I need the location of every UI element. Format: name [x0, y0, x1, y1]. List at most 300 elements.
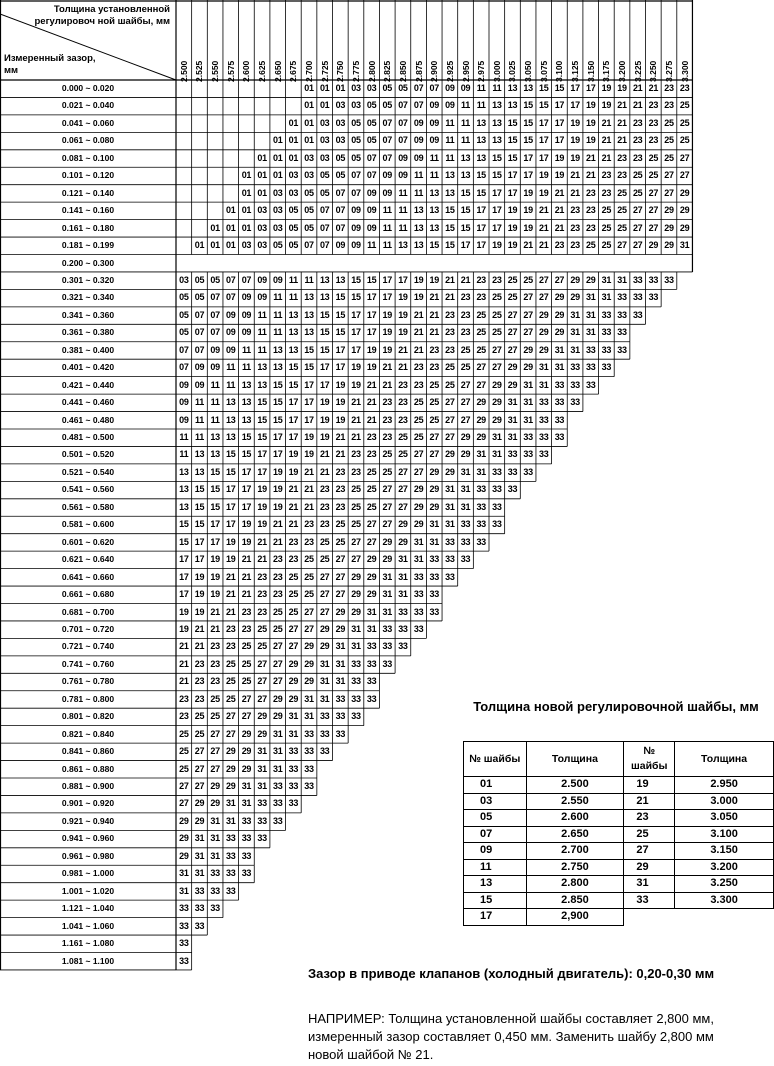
shim-number-cell: 27	[429, 449, 439, 460]
shim-number-cell: 23	[382, 432, 392, 442]
legend-shim-thickness: 2.550	[526, 793, 624, 810]
shim-number-cell: 29	[194, 798, 205, 809]
shim-number-cell: 21	[241, 571, 252, 582]
shim-number-cell: 23	[194, 658, 205, 669]
shim-number-cell: 11	[461, 100, 470, 111]
shim-number-cell: 33	[319, 711, 330, 722]
column-header: 2.575	[225, 60, 236, 82]
shim-number-cell: 03	[366, 83, 377, 93]
shim-number-cell: 19	[194, 571, 205, 582]
shim-number-cell: 33	[570, 362, 580, 373]
shim-number-cell: 23	[601, 187, 612, 198]
shim-number-cell: 03	[257, 222, 267, 233]
shim-number-cell: 27	[382, 501, 392, 512]
legend-shim-thickness: 2.500	[526, 777, 624, 794]
shim-number-cell: 09	[226, 327, 236, 338]
shim-number-cell: 21	[226, 589, 236, 600]
shim-number-cell: 09	[429, 100, 439, 111]
shim-number-cell: 01	[226, 222, 236, 233]
shim-number-cell: 33	[554, 432, 565, 442]
shim-number-cell: 21	[586, 152, 596, 163]
shim-number-cell: 25	[492, 309, 502, 320]
shim-number-cell: 25	[288, 606, 299, 617]
legend-col-no: № шайбы	[464, 742, 527, 777]
shim-number-cell: 29	[539, 344, 549, 355]
row-gap-label: 0.101 ~ 0.120	[61, 170, 115, 181]
shim-number-cell: 13	[476, 135, 486, 146]
shim-number-cell: 09	[257, 274, 267, 285]
shim-number-cell: 31	[194, 833, 205, 844]
shim-number-cell: 23	[257, 589, 267, 600]
shim-number-cell: 07	[413, 100, 424, 111]
shim-number-cell: 13	[241, 397, 252, 408]
shim-number-cell: 33	[445, 536, 455, 547]
shim-number-cell: 27	[648, 205, 659, 216]
shim-number-cell: 11	[195, 432, 204, 442]
shim-number-cell: 19	[366, 362, 377, 373]
shim-number-cell: 13	[304, 292, 314, 303]
shim-number-cell: 29	[319, 641, 330, 652]
shim-number-cell: 27	[210, 746, 220, 757]
shim-number-cell: 15	[445, 205, 455, 216]
shim-number-cell: 33	[523, 449, 533, 460]
shim-number-cell: 25	[273, 623, 283, 634]
shim-number-cell: 31	[570, 327, 580, 338]
shim-number-cell: 29	[554, 327, 565, 338]
shim-number-cell: 19	[617, 83, 627, 93]
shim-number-cell: 11	[414, 170, 424, 181]
shim-number-cell: 31	[398, 589, 408, 600]
shim-number-cell: 31	[413, 536, 424, 547]
shim-number-cell: 33	[617, 292, 627, 303]
shim-number-cell: 11	[179, 432, 189, 442]
shim-number-cell: 19	[257, 484, 267, 495]
shim-number-cell: 29	[304, 658, 314, 669]
shim-number-cell: 31	[539, 379, 549, 390]
shim-number-cell: 25	[632, 170, 643, 181]
shim-number-cell: 19	[210, 589, 220, 600]
shim-number-cell: 29	[539, 327, 549, 338]
installed-thickness-heading: Толщина установленной регулировоч ной шайбы, мм	[34, 4, 170, 27]
shim-number-cell: 33	[523, 432, 533, 442]
shim-number-cell: 07	[194, 309, 205, 320]
shim-number-cell: 11	[210, 397, 220, 408]
shim-number-cell: 15	[210, 484, 220, 495]
shim-number-cell: 01	[226, 240, 236, 251]
shim-number-cell: 17	[570, 83, 580, 93]
shim-number-cell: 27	[210, 728, 220, 739]
shim-number-cell: 23	[413, 379, 424, 390]
shim-number-cell: 07	[226, 292, 236, 303]
shim-number-cell: 33	[632, 274, 643, 285]
shim-number-cell: 15	[241, 449, 252, 460]
shim-number-cell: 15	[210, 466, 220, 477]
shim-number-cell: 17	[210, 519, 220, 530]
shim-number-cell: 19	[413, 292, 424, 303]
shim-number-cell: 09	[335, 240, 346, 251]
shim-number-cell: 19	[210, 554, 220, 565]
shim-number-cell: 09	[210, 362, 220, 373]
shim-number-cell: 15	[492, 170, 502, 181]
shim-number-cell: 29	[679, 205, 690, 216]
column-header: 2.725	[319, 60, 330, 82]
shim-number-cell: 21	[601, 117, 612, 128]
shim-number-cell: 15	[445, 222, 455, 233]
shim-number-cell: 29	[273, 693, 283, 704]
legend-header-row	[464, 742, 774, 777]
shim-number-cell: 17	[476, 240, 486, 251]
shim-number-cell: 03	[179, 274, 189, 285]
legend-row	[464, 892, 774, 909]
shim-number-cell: 25	[351, 501, 361, 512]
shim-number-cell: 15	[523, 100, 533, 111]
shim-number-cell: 27	[632, 240, 643, 251]
shim-number-cell: 07	[210, 292, 220, 303]
shim-number-cell: 29	[664, 205, 674, 216]
shim-number-cell: 31	[335, 641, 346, 652]
shim-number-cell: 31	[351, 623, 361, 634]
shim-number-cell: 29	[226, 763, 236, 774]
shim-number-cell: 11	[304, 274, 314, 285]
column-header: 3.025	[507, 60, 518, 82]
shim-number-cell: 27	[366, 536, 377, 547]
shim-number-cell: 25	[335, 519, 346, 530]
shim-number-cell: 21	[288, 519, 299, 530]
example-note: НАПРИМЕР: Толщина установленной шайбы составляет 2,800 мм, измеренный зазор составляет 0,450 мм. Заменить шайбу 2,800 мм новой шайбой № 21.	[308, 1011, 714, 1062]
shim-number-cell: 13	[194, 449, 205, 460]
shim-number-cell: 33	[304, 781, 314, 791]
column-header: 3.300	[679, 60, 690, 82]
shim-number-cell: 03	[288, 187, 299, 198]
shim-number-cell: 17	[507, 170, 518, 181]
shim-number-cell: 19	[586, 117, 596, 128]
shim-number-cell: 07	[335, 187, 346, 198]
shim-number-cell: 31	[523, 414, 533, 425]
shim-number-cell: 25	[210, 693, 220, 704]
row-gap-label: 0.401 ~ 0.420	[61, 362, 115, 373]
shim-number-cell: 21	[445, 292, 455, 303]
shim-number-cell: 33	[507, 466, 518, 477]
shim-number-cell: 21	[335, 432, 346, 442]
shim-number-cell: 23	[632, 152, 643, 163]
shim-number-cell: 21	[366, 414, 377, 425]
shim-number-cell: 23	[288, 536, 299, 547]
shim-number-cell: 25	[507, 292, 518, 303]
shim-number-cell: 19	[241, 519, 252, 530]
shim-number-cell: 33	[257, 833, 267, 844]
shim-number-cell: 19	[586, 100, 596, 111]
shim-number-cell: 05	[335, 170, 346, 181]
shim-number-cell: 13	[413, 240, 424, 251]
shim-number-cell: 17	[382, 274, 392, 285]
shim-number-cell: 31	[429, 519, 439, 530]
shim-number-cell: 31	[523, 379, 533, 390]
shim-number-cell: 27	[210, 763, 220, 774]
shim-number-cell: 23	[570, 240, 580, 251]
shim-number-cell: 01	[335, 83, 346, 93]
shim-number-cell: 19	[319, 432, 330, 442]
shim-number-cell: 29	[366, 589, 377, 600]
shim-number-cell: 27	[413, 449, 424, 460]
shim-number-cell: 23	[648, 135, 659, 146]
shim-number-cell: 13	[179, 466, 189, 477]
shim-number-cell: 21	[335, 449, 346, 460]
shim-number-cell: 31	[460, 484, 471, 495]
shim-number-cell: 23	[226, 623, 236, 634]
legend-shim-number: 01	[464, 777, 527, 794]
shim-number-cell: 11	[476, 100, 486, 111]
shim-number-cell: 07	[413, 83, 424, 93]
shim-number-cell: 21	[273, 536, 283, 547]
shim-number-cell: 23	[335, 501, 346, 512]
legend-row	[464, 793, 774, 810]
shim-number-cell: 19	[226, 554, 236, 565]
shim-number-cell: 01	[273, 152, 283, 163]
shim-number-cell: 33	[601, 344, 612, 355]
shim-number-cell: 09	[429, 135, 439, 146]
shim-number-cell: 21	[179, 641, 189, 652]
shim-number-cell: 31	[586, 309, 596, 320]
shim-number-cell: 29	[241, 746, 252, 757]
shim-number-cell: 19	[273, 484, 283, 495]
shim-number-cell: 33	[617, 327, 627, 338]
shim-number-cell: 07	[429, 83, 439, 93]
shim-number-cell: 19	[413, 274, 424, 285]
shim-number-cell: 09	[366, 222, 377, 233]
shim-number-cell: 21	[539, 240, 549, 251]
shim-number-cell: 23	[194, 693, 205, 704]
shim-number-cell: 15	[257, 414, 267, 425]
shim-number-cell: 13	[492, 117, 502, 128]
shim-number-cell: 27	[492, 362, 502, 373]
shim-number-cell: 07	[194, 344, 205, 355]
shim-number-cell: 25	[601, 240, 612, 251]
shim-number-cell: 01	[194, 240, 205, 251]
shim-number-cell: 25	[241, 676, 252, 687]
shim-number-cell: 33	[179, 938, 189, 949]
shim-number-cell: 09	[179, 414, 189, 425]
shim-number-cell: 21	[460, 274, 471, 285]
shim-number-cell: 29	[351, 571, 361, 582]
shim-number-cell: 21	[226, 571, 236, 582]
shim-number-cell: 19	[382, 309, 392, 320]
shim-number-cell: 13	[179, 501, 189, 512]
row-gap-label: 0.021 ~ 0.040	[61, 100, 115, 111]
shim-number-cell: 25	[617, 205, 627, 216]
shim-number-cell: 19	[304, 432, 314, 442]
shim-number-cell: 21	[273, 519, 283, 530]
shim-number-cell: 13	[226, 397, 236, 408]
shim-number-cell: 27	[445, 414, 455, 425]
column-header: 3.225	[632, 60, 643, 82]
shim-number-cell: 17	[304, 414, 314, 425]
shim-number-cell: 29	[523, 362, 533, 373]
shim-number-cell: 33	[648, 274, 659, 285]
shim-number-cell: 15	[179, 519, 189, 530]
shim-number-cell: 31	[492, 432, 502, 442]
shim-number-cell: 27	[429, 432, 439, 442]
shim-number-cell: 09	[194, 362, 205, 373]
shim-number-cell: 33	[648, 292, 659, 303]
shim-number-cell: 31	[382, 571, 392, 582]
shim-number-cell: 11	[461, 117, 470, 128]
shim-number-cell: 15	[241, 432, 252, 442]
shim-number-cell: 21	[398, 362, 408, 373]
shim-number-cell: 25	[445, 379, 455, 390]
shim-number-cell: 15	[523, 135, 533, 146]
shim-number-cell: 31	[226, 798, 236, 809]
shim-number-cell: 05	[366, 100, 377, 111]
shim-number-cell: 21	[617, 135, 627, 146]
legend-row	[464, 777, 774, 794]
shim-number-cell: 29	[554, 292, 565, 303]
shim-number-cell: 29	[382, 554, 392, 565]
shim-number-cell: 05	[304, 205, 314, 216]
shim-number-cell: 07	[304, 240, 314, 251]
shim-number-cell: 21	[304, 484, 314, 495]
shim-number-cell: 25	[601, 205, 612, 216]
shim-number-cell: 31	[586, 327, 596, 338]
shim-number-cell: 25	[288, 589, 299, 600]
shim-number-cell: 27	[257, 676, 267, 687]
shim-number-cell: 17	[554, 135, 565, 146]
shim-number-cell: 33	[492, 466, 502, 477]
shim-number-cell: 23	[476, 274, 486, 285]
shim-number-cell: 17	[241, 501, 252, 512]
shim-number-cell: 13	[460, 170, 471, 181]
legend-shim-thickness: 3.100	[675, 826, 774, 843]
shim-number-cell: 33	[257, 815, 267, 826]
shim-number-cell: 33	[335, 711, 346, 722]
shim-number-cell: 13	[288, 309, 299, 320]
shim-number-cell: 33	[460, 536, 471, 547]
shim-number-cell: 03	[319, 135, 330, 146]
shim-number-cell: 33	[288, 781, 299, 791]
shim-number-cell: 31	[288, 728, 299, 739]
shim-number-cell: 21	[429, 327, 439, 338]
row-gap-label: 0.200 ~ 0.300	[61, 257, 115, 268]
shim-number-cell: 19	[257, 501, 267, 512]
shim-number-cell: 15	[194, 484, 205, 495]
shim-number-cell: 23	[273, 571, 283, 582]
shim-number-cell: 33	[554, 379, 565, 390]
shim-number-cell: 31	[194, 850, 205, 861]
shim-number-cell: 15	[429, 240, 439, 251]
shim-number-cell: 17	[241, 484, 252, 495]
shim-number-cell: 15	[460, 187, 471, 198]
shim-number-cell: 29	[429, 484, 439, 495]
shim-number-cell: 07	[226, 274, 236, 285]
shim-number-cell: 13	[445, 187, 455, 198]
shim-number-cell: 23	[257, 606, 267, 617]
shim-number-cell: 31	[507, 397, 518, 408]
row-gap-label: 0.841 ~ 0.860	[61, 746, 115, 757]
row-gap-label: 0.301 ~ 0.320	[61, 274, 115, 285]
shim-number-cell: 25	[413, 432, 424, 442]
shim-number-cell: 31	[476, 466, 486, 477]
shim-number-cell: 33	[429, 554, 439, 565]
shim-number-cell: 33	[194, 903, 205, 914]
shim-number-cell: 31	[210, 815, 220, 826]
shim-number-cell: 31	[366, 606, 377, 617]
legend-row	[464, 826, 774, 843]
legend-shim-thickness: 3.050	[675, 810, 774, 827]
shim-number-cell: 07	[398, 135, 408, 146]
row-gap-label: 0.941 ~ 0.960	[61, 833, 115, 844]
shim-number-cell: 03	[351, 100, 361, 111]
row-gap-label: 0.141 ~ 0.160	[61, 205, 115, 216]
shim-number-cell: 19	[179, 623, 189, 634]
shim-number-cell: 31	[304, 693, 314, 704]
legend-row	[464, 810, 774, 827]
column-header: 2.775	[350, 60, 361, 82]
shim-number-cell: 21	[539, 205, 549, 216]
shim-number-cell: 27	[617, 240, 627, 251]
shim-number-cell: 19	[601, 83, 612, 93]
shim-number-cell: 33	[319, 746, 330, 757]
shim-number-cell: 11	[429, 152, 439, 163]
shim-number-cell: 19	[398, 327, 408, 338]
shim-number-cell: 15	[288, 379, 299, 390]
shim-number-cell: 33	[492, 484, 502, 495]
shim-number-cell: 29	[398, 519, 408, 530]
shim-number-cell: 27	[445, 432, 455, 442]
shim-number-cell: 33	[460, 554, 471, 565]
shim-number-cell: 11	[382, 205, 392, 216]
column-header: 3.275	[663, 60, 674, 82]
shim-number-cell: 29	[570, 274, 580, 285]
shim-number-cell: 33	[210, 903, 220, 914]
shim-number-cell: 15	[351, 274, 361, 285]
shim-number-cell: 31	[492, 449, 502, 460]
shim-number-cell: 29	[382, 536, 392, 547]
shim-number-cell: 33	[351, 693, 361, 704]
shim-number-cell: 15	[288, 362, 299, 373]
shim-number-cell: 21	[210, 606, 220, 617]
shim-number-cell: 05	[351, 135, 361, 146]
shim-number-cell: 23	[445, 327, 455, 338]
shim-number-cell: 19	[304, 449, 314, 460]
shim-number-cell: 13	[398, 240, 408, 251]
shim-number-cell: 13	[288, 327, 299, 338]
shim-number-cell: 17	[523, 170, 533, 181]
legend-shim-number: 05	[464, 810, 527, 827]
shim-number-cell: 23	[570, 205, 580, 216]
shim-number-cell: 33	[601, 327, 612, 338]
shim-number-cell: 13	[335, 274, 346, 285]
shim-number-cell: 09	[241, 309, 252, 320]
shim-number-cell: 29	[476, 414, 486, 425]
shim-number-cell: 33	[476, 536, 486, 547]
shim-number-cell: 29	[539, 309, 549, 320]
shim-number-cell: 27	[413, 466, 424, 477]
shim-number-cell: 23	[319, 484, 330, 495]
row-gap-label: 0.821 ~ 0.840	[61, 728, 115, 739]
shim-number-cell: 17	[288, 432, 299, 442]
row-gap-label: 0.561 ~ 0.580	[61, 501, 115, 512]
shim-number-cell: 07	[241, 274, 252, 285]
column-header: 2.625	[257, 60, 268, 82]
shim-number-cell: 29	[523, 344, 533, 355]
shim-number-cell: 15	[539, 83, 549, 93]
shim-number-cell: 33	[429, 606, 439, 617]
shim-number-cell: 07	[319, 240, 330, 251]
shim-number-cell: 17	[257, 466, 267, 477]
shim-number-cell: 27	[241, 693, 252, 704]
shim-number-cell: 17	[539, 117, 549, 128]
shim-number-cell: 17	[476, 205, 486, 216]
shim-number-cell: 15	[539, 100, 549, 111]
